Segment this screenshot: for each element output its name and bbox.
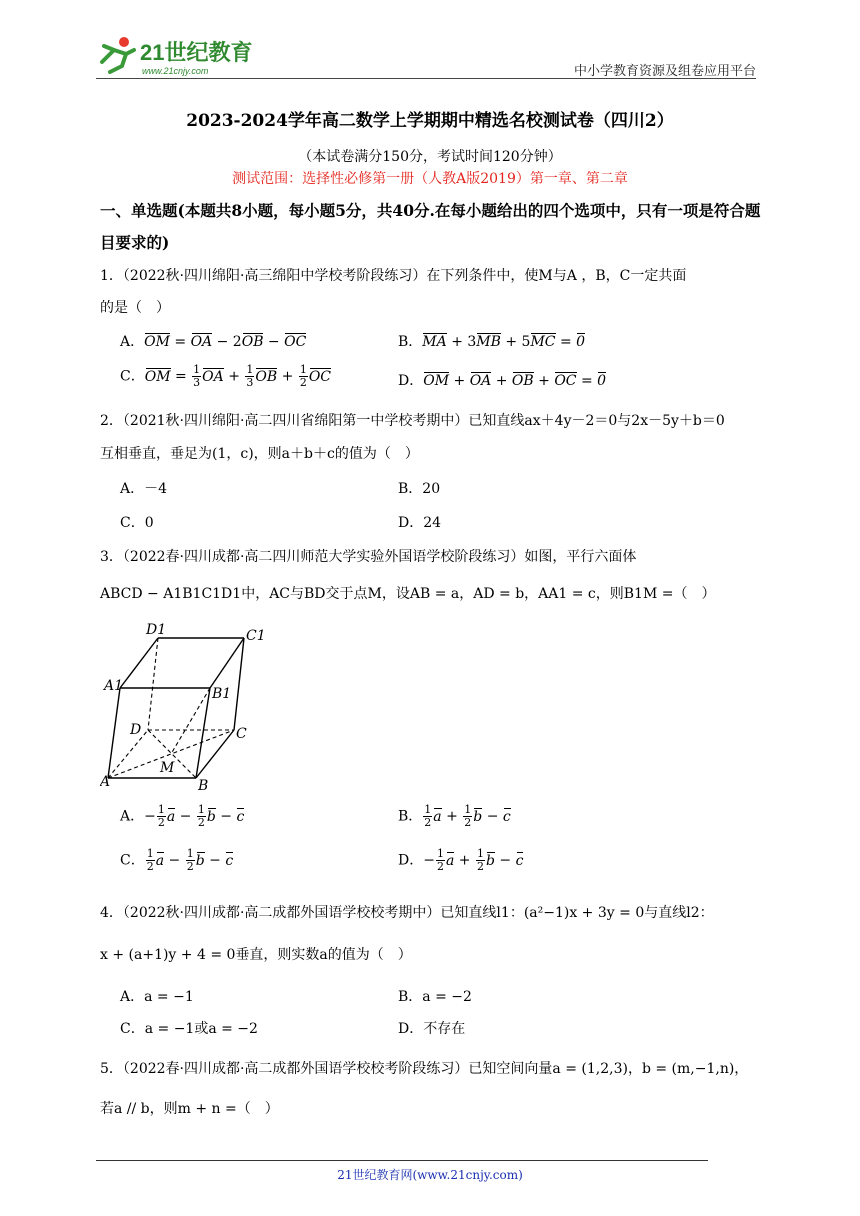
q2-option-c: C．0	[120, 515, 154, 531]
label-m: M	[160, 760, 175, 776]
q4-option-a: A．a = −1	[120, 989, 194, 1005]
q3-stem-line1: 3．（2022春·四川成都·高二四川师范大学实验外国语学校阶段练习）如图，平行六面体	[100, 549, 637, 565]
q4-option-b: B．a = −2	[398, 989, 472, 1005]
label-a: A	[100, 774, 111, 790]
q1-option-c: C．OM = $\frac{1}{3}$ OA + $\frac{1}{3}$ OB + $\frac{1}{2}$ OC	[120, 363, 332, 389]
q2-stem-line1: 2．（2021秋·四川绵阳·高二四川省绵阳第一中学校考期中）已知直线ax＋4y－2＝0与2x－5y＋b＝0	[100, 413, 725, 429]
label-d: D	[130, 722, 142, 738]
label-c1: C1	[246, 628, 266, 644]
q4-option-d: D．不存在	[398, 1021, 466, 1037]
footer-divider	[96, 1160, 708, 1161]
label-b1: B1	[212, 686, 232, 702]
q1-option-a: A．OM = OA − 2OB − OC	[120, 334, 307, 350]
logo-text: 21世纪教育	[140, 40, 253, 65]
q3-option-b: B． $\frac{1}{2}$ a + $\frac{1}{2}$ b − c	[398, 803, 511, 829]
q3-option-a: A．− $\frac{1}{2}$ a − $\frac{1}{2}$ b − c	[120, 803, 245, 829]
q4-stem-line1: 4．（2022秋·四川成都·高二成都外国语学校校考期中）已知直线l1：(a²−1)x + 3y = 0与直线l2：	[100, 905, 714, 921]
q1-option-b: B．MA + 3MB + 5MC = 0	[398, 334, 586, 350]
option-label: A．	[120, 334, 145, 350]
q1-stem-line1: 1．（2022秋·四川绵阳·高三绵阳中学校考阶段练习）在下列条件中，使M与A ，B，C一定共面	[100, 268, 687, 284]
q4-option-c: C．a = −1或a = −2	[120, 1021, 258, 1037]
footer-text[interactable]: 21世纪教育网(www.21cnjy.com)	[337, 1168, 523, 1182]
label-a1: A1	[104, 678, 124, 694]
runner-logo-icon	[92, 32, 262, 82]
platform-name: 中小学教育资源及组卷应用平台	[573, 64, 756, 79]
q5-stem-line1: 5．（2022春·四川成都·高二成都外国语学校校考阶段练习）已知空间向量a = (1,2,3)，b = (m,−1,n)，	[100, 1061, 749, 1077]
q5-stem-line2: 若a // b，则m + n =（ ）	[100, 1101, 279, 1117]
q2-option-a: A．－4	[120, 481, 168, 497]
q3-option-c: C． $\frac{1}{2}$ a − $\frac{1}{2}$ b − c	[120, 847, 234, 873]
section-heading: 一、单选题(本题共8小题，每小题5分，共40分.在每小题给出的四个选项中，只有一项是符合题目要求的)	[100, 201, 761, 252]
parallelepiped-figure	[100, 618, 270, 798]
exam-scope: 测试范围：选择性必修第一册（人教A版2019）第一章、第二章	[232, 171, 628, 187]
q2-option-b: B．20	[398, 481, 441, 497]
q3-option-d: D．− $\frac{1}{2}$ a + $\frac{1}{2}$ b − c	[398, 847, 524, 873]
exam-title: 2023-2024学年高二数学上学期期中精选名校测试卷（四川2）	[186, 111, 674, 131]
header-divider	[96, 78, 756, 79]
logo-url: www.21cnjy.com	[142, 66, 209, 76]
q1-stem-line2: 的是（ ）	[100, 300, 170, 316]
q2-option-d: D．24	[398, 515, 442, 531]
q3-stem-line2: ABCD − A1B1C1D1中，AC与BD交于点M，设AB = a，AD = b，AA1 = c，则B1M =（ ）	[100, 586, 716, 602]
label-c: C	[236, 726, 247, 742]
q4-stem-line2: x + (a+1)y + 4 = 0垂直，则实数a的值为（ ）	[100, 947, 412, 963]
site-logo	[92, 32, 262, 82]
label-b: B	[198, 778, 209, 794]
label-d1: D1	[146, 622, 167, 638]
q2-stem-line2: 互相垂直，垂足为(1，c)，则a＋b＋c的值为（ ）	[100, 446, 419, 462]
exam-subtitle: （本试卷满分150分，考试时间120分钟）	[298, 149, 562, 165]
q1-option-d: D．OM + OA + OB + OC = 0	[398, 373, 607, 389]
